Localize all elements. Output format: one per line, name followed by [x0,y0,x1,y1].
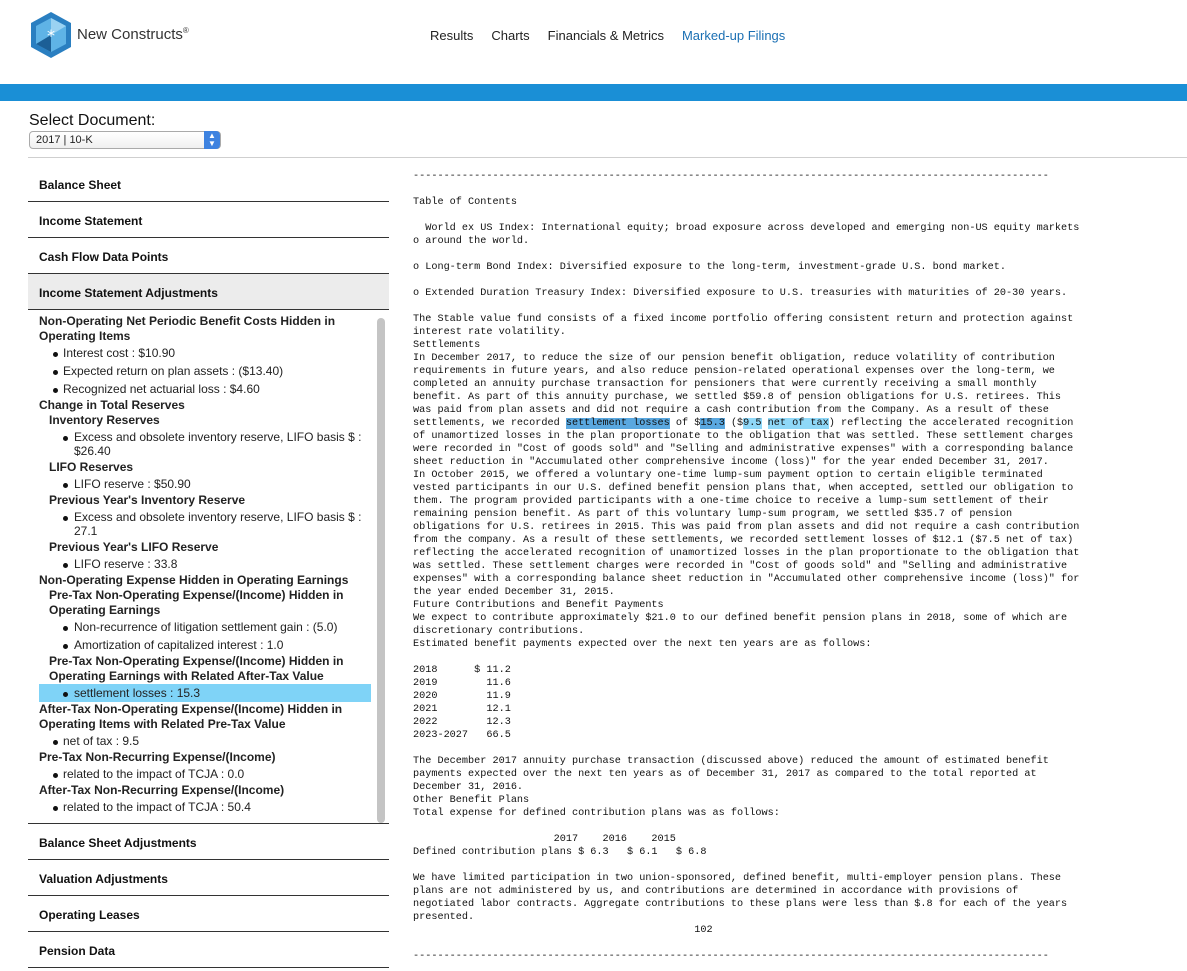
nav-charts[interactable]: Charts [491,28,530,43]
svg-text:*: * [47,26,55,45]
section-valuation-adjustments[interactable]: Valuation Adjustments [28,860,389,896]
tree-heading: Pre-Tax Non-Recurring Expense/(Income) [39,750,276,764]
section-cash-flow-data-points[interactable]: Cash Flow Data Points [28,238,389,274]
tree-item[interactable]: Excess and obsolete inventory reserve, LIFO basis $ : 27.1 [39,508,371,540]
table-of-contents: Table of Contents [413,197,517,208]
tree-heading: Change in Total Reserves [39,398,185,412]
tree-heading: Non-Operating Net Periodic Benefit Costs Hidden in Operating Items [39,314,336,343]
header-accent-bar [0,84,1187,101]
section-balance-sheet[interactable]: Balance Sheet [28,166,389,202]
brand-name[interactable]: New Constructs® [77,26,189,43]
page-number: 102 [413,925,713,936]
select-arrows-icon: ▲ ▼ [204,131,220,149]
highlight-settlement-losses[interactable]: settlement losses [565,418,670,429]
tree-heading: Non-Operating Expense Hidden in Operating Earnings [39,573,349,587]
benefit-payments-table: 2018 $ 11.2 2019 11.6 2020 11.9 2021 12.1 2022 12.3 2023-2027 66.5 [413,665,511,741]
highlight-9-5[interactable]: 9.5 [743,418,762,429]
doc-text: settlements, we recorded [413,418,566,429]
top-header [0,0,1187,84]
select-document-label: Select Document: [29,112,156,129]
section-pension-data[interactable]: Pension Data [28,932,389,968]
tree-scrollbar[interactable] [377,318,385,823]
tree-subheading: LIFO Reserves [49,460,134,474]
doc-paragraph: The Stable value fund consists of a fixed income portfolio offering consistent return and protection against interest rate volatility. Settlements In December 2017, to reduce the size of our pension benefit obligation, reduce volatility of contribution requirements in future years, and also reduce pension-related operational expenses over the long-term, we completed an annuity purchase transaction for pensioners that were currently receiving a small monthly benefit. As part of this annuity purchase, we settled $59.8 of pension obligations for U.S. retirees. This was paid from plan assets and did not require a cash contribution from the Company. As a result of these [413,314,1074,416]
tree-item[interactable]: Amortization of capitalized interest : 1.0 [39,636,371,654]
doc-paragraph: World ex US Index: International equity; broad exposure across developed and emerging non-US equity markets o around the world. [413,223,1080,247]
tree-heading: After-Tax Non-Recurring Expense/(Income) [39,783,285,797]
tree-item[interactable]: Excess and obsolete inventory reserve, LIFO basis $ : $26.40 [39,428,371,460]
tree-item[interactable]: Recognized net actuarial loss : $4.60 [39,380,371,398]
tree-item[interactable]: net of tax : 9.5 [39,732,371,750]
section-operating-leases[interactable]: Operating Leases [28,896,389,932]
tree-subheading: Previous Year's LIFO Reserve [49,540,219,554]
doc-text: ($ [724,418,744,429]
tree-item[interactable]: Expected return on plan assets : ($13.40) [39,362,371,380]
doc-paragraph: The December 2017 annuity purchase transaction (discussed above) reduced the amount of estimated benefit payments expected over the next ten years as of December 31, 2017 as compared to the total reported at December 31, 2016. Other Benefit Plans Total expense for defined contribution plans was as follows: [413,756,1049,819]
tree-item[interactable]: related to the impact of TCJA : 50.4 [39,798,371,816]
document-select-value: 2017 | 10-K [36,134,93,146]
tree-subheading: Pre-Tax Non-Operating Expense/(Income) Hidden in Operating Earnings with Related After-Tax Value [49,654,344,683]
doc-paragraph: o Extended Duration Treasury Index: Diversified exposure to U.S. treasuries with maturities of 20-30 years. [413,288,1068,299]
doc-paragraph: of unamortized losses in the plan proportionate to the obligation that was settled. These settlement charges were recorded in "Cost of goods sold" and "Selling and administrative expenses" with a corresponding balance sheet reduction in "Accumulated other comprehensive income (loss)" for the year ended December 31, 2017. In October 2015, we offered a voluntary one-time lump-sum payment option to certain eligible terminated vested participants in our U.S. defined benefit pension plans that, when accepted, settled our obligation to them. The program provided participants with a one-time choice to receive a lump-sum settlement of their remaining pension benefit. As part of this voluntary lump-sum program, we settled $35.7 of pension obligations for U.S. retirees in 2015. This was paid from plan assets and did not require a cash contribution from the company. As a result of these settlements, we recorded settlement losses of $12.1 ($7.5 net of tax) reflecting the accelerated recognition of unamortized losses in the plan proportionate to the obligation that was settled. These settlement charges were recorded in "Cost of goods sold" and "Selling and administrative expenses" with a corresponding balance sheet reduction in "Accumulated other comprehensive income (loss)" for the year ended December 31, 2015. Future Contributions and Benefit Payments We expect to contribute approximately $21.0 to our defined benefit pension plans in 2018, some of which are discretionary contributions. Estimated benefit payments expected over the next ten years are as follows: [413,431,1080,650]
section-income-statement-adjustments[interactable]: Income Statement Adjustments [28,274,389,310]
new-constructs-logo-icon[interactable] [28,10,74,60]
adjustments-tree [28,310,389,824]
tree-item[interactable]: LIFO reserve : 33.8 [39,555,371,573]
nav-marked-up-filings[interactable]: Marked-up Filings [681,28,786,43]
tree-item[interactable]: Interest cost : $10.90 [39,344,371,362]
tree-item[interactable]: related to the impact of TCJA : 0.0 [39,765,371,783]
filing-document [413,170,1187,963]
highlight-net-of-tax[interactable]: net of tax [767,418,829,429]
tree-item[interactable]: LIFO reserve : $50.90 [39,475,371,493]
rule-bottom: -------------------------------------------------------------------------------------------------------- [413,951,1049,962]
doc-text [762,418,768,429]
tree-subheading: Previous Year's Inventory Reserve [49,493,246,507]
section-income-statement[interactable]: Income Statement [28,202,389,238]
document-select[interactable] [29,131,221,149]
tree-subheading: Pre-Tax Non-Operating Expense/(Income) Hidden in Operating Earnings [49,588,344,617]
tree-item[interactable]: Non-recurrence of litigation settlement gain : (5.0) [39,618,371,636]
tree-item-selected[interactable]: settlement losses : 15.3 [39,684,371,702]
doc-paragraph: o Long-term Bond Index: Diversified exposure to the long-term, investment-grade U.S. bond market. [413,262,1007,273]
contribution-table: 2017 2016 2015 Defined contribution plans $ 6.3 $ 6.1 $ 6.8 [413,834,707,858]
doc-text: ) reflecting the accelerated recognition [828,418,1074,429]
left-panel [28,166,389,968]
tree-heading: After-Tax Non-Operating Expense/(Income) Hidden in Operating Items with Related Pre-Tax Value [39,702,343,731]
section-balance-sheet-adjustments[interactable]: Balance Sheet Adjustments [28,824,389,860]
rule-top: -------------------------------------------------------------------------------------------------------- [413,171,1049,182]
highlight-15-3[interactable]: 15.3 [700,418,725,429]
doc-text: of $ [669,418,701,429]
doc-paragraph: We have limited participation in two union-sponsored, defined benefit, multi-employer pension plans. These plans are not administered by us, and contributions are determined in accordance with provisions of negotiated labor contracts. Aggregate contributions to these plans were less than $.8 for each of the years presented. [413,873,1068,923]
nav-results[interactable]: Results [430,28,474,43]
nav-financials-metrics[interactable]: Financials & Metrics [547,28,664,43]
divider [28,157,1187,158]
tree-subheading: Inventory Reserves [49,413,160,427]
main-nav [430,28,803,43]
